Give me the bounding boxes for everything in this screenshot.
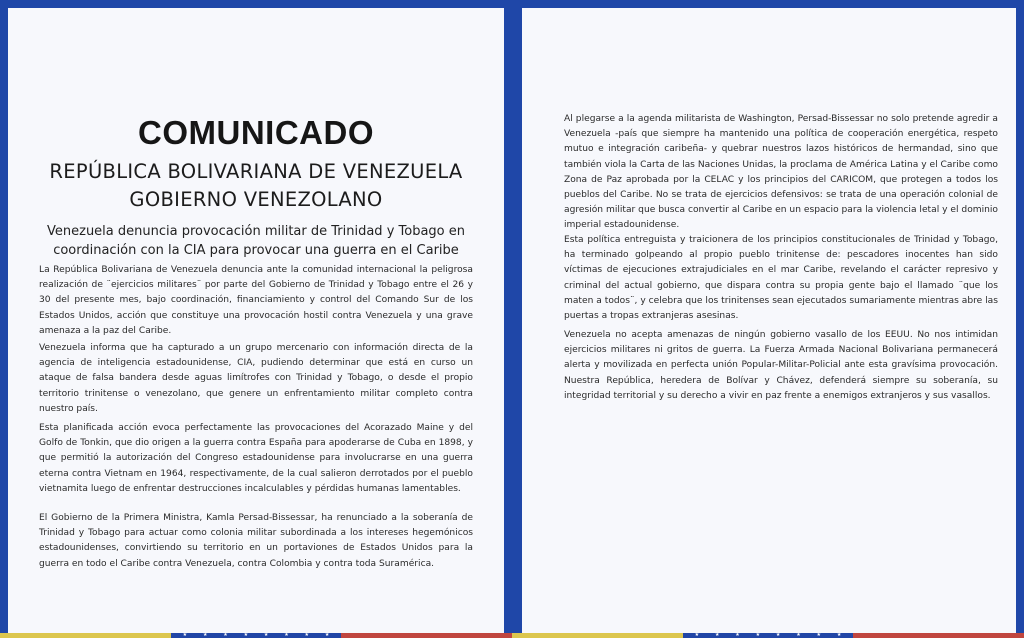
body-paragraph: Esta política entreguista y traicionera de los principios constitucionales de Trinidad y Tobago, ha terminado golpeando al propio pueblo trinitense de: pescadores inocentes han sido víctimas de ejecuciones extrajudiciales en el mar Caribe, revelando el carácter represivo y criminal del actual gobierno, que dispara contra su propia gente bajo el llamado ¨que los maten a todos¨, y celebra que los trinitenses sean ejecutados sumariamente mientras abre las puertas a tropas extranjeras asesinas. <box>564 235 998 322</box>
body-paragraph: La República Bolivariana de Venezuela denuncia ante la comunidad internacional la peligrosa realización de ¨ejercicios militares¨ por parte del Gobierno de Trinidad y Tobago entre el 26 y 30 del presente mes, bajo coordinación, financiamiento y control del Comando Sur de los Estados Unidos, acción que constituye una provocación hostil contra Venezuela y una grave amenaza a la paz del Caribe. <box>39 265 473 336</box>
issuer-line-2: GOBIERNO VENEZOLANO <box>129 188 383 211</box>
star-icon: ★ <box>182 632 188 638</box>
flag-blue-band <box>683 633 854 638</box>
star-icon: ★ <box>714 632 720 638</box>
star-icon: ★ <box>243 632 249 638</box>
star-icon: ★ <box>202 632 208 638</box>
flag-yellow-band <box>512 633 683 638</box>
star-icon: ★ <box>694 632 700 638</box>
flag-stars <box>183 633 330 638</box>
star-icon: ★ <box>223 632 228 638</box>
flag-red-band <box>853 633 1024 638</box>
body-paragraph: Esta planificada acción evoca perfectamente las provocaciones del Acorazado Maine y del Golfo de Tonkin, que dio origen a la guerra contra España para apoderarse de Cuba en 1898, y que permitió la autorización del Congreso estadounidense para involucrarse en una guerra eterna contra Vietnam en 1964, respectivamente, de la cual salieron derrotados por el pueblo vietnamita luego de enfrentar destrucciones incalculables y pérdidas humanas lamentables. <box>39 423 473 494</box>
star-icon: ★ <box>836 632 842 638</box>
star-icon: ★ <box>755 632 761 638</box>
issuer-line-1: REPÚBLICA BOLIVARIANA DE VENEZUELA <box>49 160 463 183</box>
body-paragraph: El Gobierno de la Primera Ministra, Kamla Persad-Bissessar, ha renunciado a la soberanía de Trinidad y Tobago para actuar como colonia militar subordinada a los intereses hegemónicos estadounidenses, convirtiendo su territorio en un portaviones de Estados Unidos para la guerra en todo el Caribe contra Venezuela, contra Colombia y contra toda Suramérica. <box>39 513 473 569</box>
flag-red-band <box>341 633 512 638</box>
body-paragraph: Venezuela informa que ha capturado a un grupo mercenario con información directa de la agencia de inteligencia estadounidense, CIA, pudiendo determinar que está en curso un ataque de falsa bandera desde aguas limítrofes con Trinidad y Tobago, o desde el propio territorio trinitense o venezolano, que genere un enfrentamiento militar completo contra nuestro país. <box>39 343 473 414</box>
venezuela-flag-stripe-right <box>512 633 1024 638</box>
star-icon: ★ <box>284 632 289 638</box>
body-paragraph: Venezuela no acepta amenazas de ningún gobierno vasallo de los EEUU. No nos intimidan ejercicios militares ni gritos de guerra. La Fuerza Armada Nacional Bolivariana permanecerá alerta y movilizada en perfecta unión Popular-Militar-Policial ante esta gravísima provocación. Nuestra República, heredera de Bolívar y Chávez, defenderá siempre su soberanía, su integridad territorial y su derecho a vivir en paz frente a enemigos extranjeros y sus vasallos. <box>564 330 998 401</box>
flag-blue-band <box>171 633 342 638</box>
star-icon: ★ <box>304 632 310 638</box>
body-paragraph: Al plegarse a la agenda militarista de Washington, Persad-Bissessar no solo pretende agredir a Venezuela -país que siempre ha mantenido una política de cooperación energética, respeto mutuo e integración caribeña- y quebrar nuestros lazos históricos de hermandad, sino que también viola la Carta de las Naciones Unidas, la proclama de América Latina y el Caribe como Zona de Paz aprobada por la CELAC y los principios del CARICOM, que protegen a todos los pueblos del Caribe. No se trata de ejercicios defensivos: se trata de una operación colonial de agresión militar que busca convertir al Caribe en un espacio para la violencia letal y el dominio imperial estadounidense. <box>564 114 998 231</box>
star-icon: ★ <box>816 632 822 638</box>
star-icon: ★ <box>796 632 801 638</box>
flag-stars <box>695 633 842 638</box>
flag-yellow-band <box>0 633 171 638</box>
document-title: COMUNICADO <box>138 114 374 151</box>
star-icon: ★ <box>775 632 781 638</box>
venezuela-flag-stripe-left <box>0 633 512 638</box>
star-icon: ★ <box>324 632 330 638</box>
document-headline: Venezuela denuncia provocación militar de Trinidad y Tobago en coordinación con la CIA para provocar una guerra en el Caribe <box>47 224 465 258</box>
star-icon: ★ <box>735 632 740 638</box>
star-icon: ★ <box>263 632 269 638</box>
